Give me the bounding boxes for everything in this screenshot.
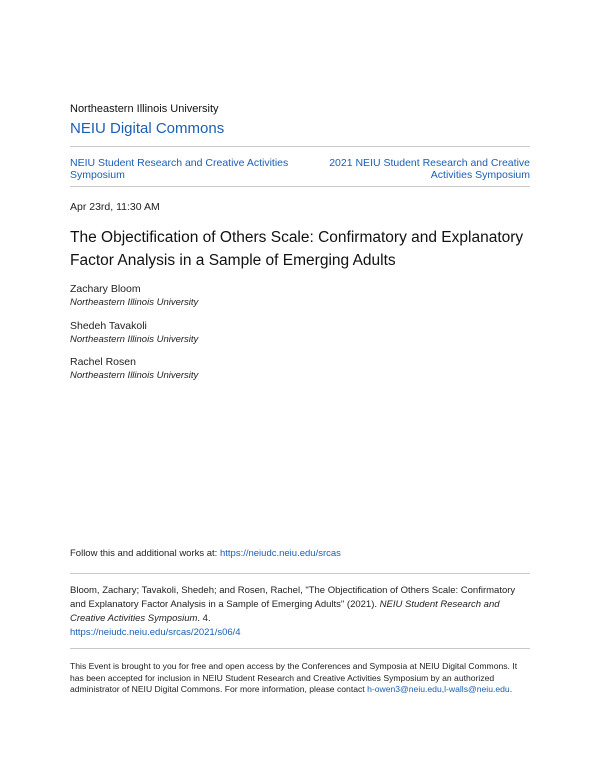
follow-link[interactable]: https://neiudc.neiu.edu/srcas [219, 548, 341, 559]
citation-venue: NEIU Student Research and Creative Activities Symposium [70, 599, 500, 624]
collection-link[interactable]: NEIU Student Research and Creative Activities Symposium [70, 157, 289, 181]
author-name: Shedeh Tavakoli [70, 320, 147, 332]
contact-email-link[interactable]: h-owen3@neiu.edu,l-walls@neiu.edu [367, 684, 510, 694]
divider [70, 648, 530, 649]
follow-text: Follow this and additional works at: [70, 548, 220, 559]
page-title: The Objectification of Others Scale: Confirmatory and Explanatory Factor Analysis in a Sample of Emerging Adults [70, 229, 524, 269]
notice-text: This Event is brought to you for free and open access by the Conferences and Symposia at NEIU Digital Commons. It has been accepted for inclusion in NEIU Student Research and Creative Activities Symposium by an authorized administrator of NEIU Digital Commons. For more information, please contact [70, 661, 518, 694]
recommended-citation [70, 584, 530, 640]
access-notice [70, 661, 530, 696]
citation-link[interactable]: https://neiudc.neiu.edu/srcas/2021/s06/4 [70, 627, 241, 638]
notice-suffix: . [509, 684, 513, 694]
event-date: Apr 23rd, 11:30 AM [70, 201, 160, 213]
author-affiliation: Northeastern Illinois University [70, 297, 199, 308]
institution-name: Northeastern Illinois University [70, 103, 219, 115]
follow-line [70, 548, 341, 559]
divider [70, 186, 530, 187]
author-name: Zachary Bloom [70, 283, 141, 295]
author-affiliation: Northeastern Illinois University [70, 370, 199, 381]
divider [70, 573, 530, 574]
subcollection-link[interactable]: 2021 NEIU Student Research and Creative Activities Symposium [329, 157, 530, 181]
author-affiliation: Northeastern Illinois University [70, 334, 199, 345]
repository-link[interactable]: NEIU Digital Commons [70, 120, 225, 137]
citation-suffix: . 4. [197, 613, 211, 624]
divider [70, 146, 530, 147]
author-name: Rachel Rosen [70, 356, 136, 368]
citation-text: Bloom, Zachary; Tavakoli, Shedeh; and Rosen, Rachel, "The Objectification of Others Scale: Confirmatory and Explanatory Factor Analysis in a Sample of Emerging Adults" (2021). [70, 585, 516, 610]
